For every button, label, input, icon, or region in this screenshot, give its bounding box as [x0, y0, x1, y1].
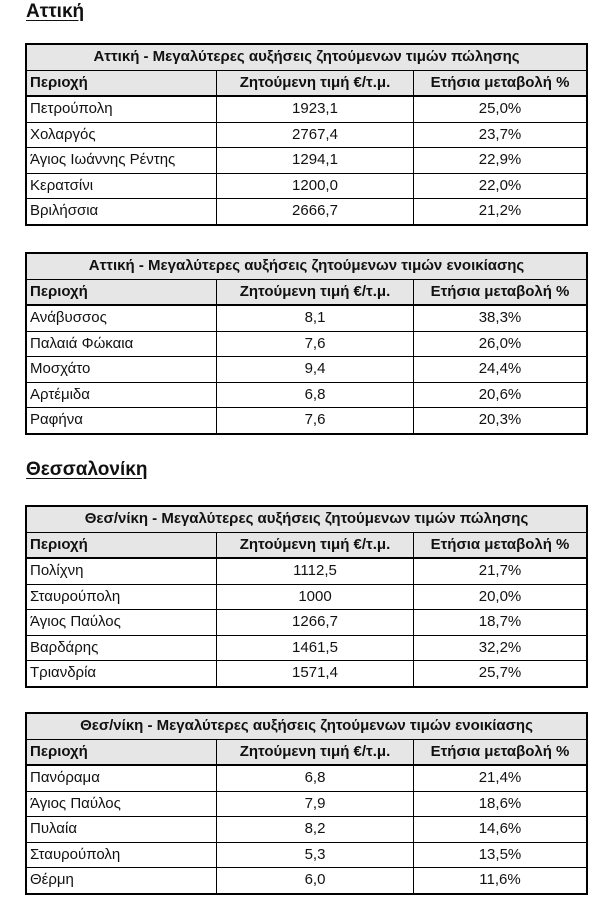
table-row: [27, 382, 587, 408]
cell-change: 11,6%: [414, 868, 587, 894]
cell-price: 7,6: [217, 331, 414, 357]
table-row: [27, 357, 587, 383]
table-row: [27, 584, 587, 610]
cell-price: 8,2: [217, 817, 414, 843]
section-heading-attiki: Αττική: [26, 1, 85, 22]
cell-price: 6,8: [217, 382, 414, 408]
cell-change: 21,7%: [414, 558, 587, 584]
table-row: [27, 765, 587, 791]
cell-area: Αρτέμιδα: [27, 382, 217, 408]
cell-change: 13,5%: [414, 842, 587, 868]
cell-price: 9,4: [217, 357, 414, 383]
cell-change: 25,7%: [414, 661, 587, 687]
cell-change: 18,6%: [414, 791, 587, 817]
table-row: [27, 331, 587, 357]
cell-change: 23,7%: [414, 122, 587, 148]
table-row: [27, 305, 587, 331]
cell-price: 7,6: [217, 408, 414, 434]
cell-change: 32,2%: [414, 635, 587, 661]
cell-area: Βαρδάρης: [27, 635, 217, 661]
cell-price: 1294,1: [217, 148, 414, 174]
cell-area: Άγιος Παύλος: [27, 791, 217, 817]
cell-change: 21,2%: [414, 199, 587, 225]
table-row: [27, 199, 587, 225]
column-header-price: Ζητούμενη τιμή €/τ.μ.: [217, 739, 414, 765]
cell-price: 1571,4: [217, 661, 414, 687]
cell-area: Ραφήνα: [27, 408, 217, 434]
table-row: [27, 408, 587, 434]
column-header-area: Περιοχή: [27, 739, 217, 765]
cell-price: 6,8: [217, 765, 414, 791]
cell-change: 20,0%: [414, 584, 587, 610]
column-header-area: Περιοχή: [27, 532, 217, 558]
cell-price: 1112,5: [217, 558, 414, 584]
table-row: [27, 610, 587, 636]
cell-area: Χολαργός: [27, 122, 217, 148]
table-row: [27, 148, 587, 174]
table-title: Αττική - Μεγαλύτερες αυξήσεις ζητούμενων τιμών πώλησης: [27, 45, 587, 71]
table-row: [27, 661, 587, 687]
cell-change: 38,3%: [414, 305, 587, 331]
cell-price: 1000: [217, 584, 414, 610]
column-header-price: Ζητούμενη τιμή €/τ.μ.: [217, 532, 414, 558]
cell-area: Άγιος Ιωάννης Ρέντης: [27, 148, 217, 174]
cell-area: Σταυρούπολη: [27, 842, 217, 868]
cell-area: Κερατσίνι: [27, 173, 217, 199]
cell-price: 2666,7: [217, 199, 414, 225]
cell-change: 25,0%: [414, 96, 587, 122]
cell-area: Πολίχνη: [27, 558, 217, 584]
table-attiki-sale: [26, 44, 587, 225]
column-header-change: Ετήσια μεταβολή %: [414, 279, 587, 305]
cell-change: 14,6%: [414, 817, 587, 843]
table-row: [27, 817, 587, 843]
cell-price: 1923,1: [217, 96, 414, 122]
cell-change: 21,4%: [414, 765, 587, 791]
table-title: Θεσ/νίκη - Μεγαλύτερες αυξήσεις ζητούμενων τιμών πώλησης: [27, 507, 587, 533]
table-row: [27, 868, 587, 894]
cell-area: Πυλαία: [27, 817, 217, 843]
table-row: [27, 842, 587, 868]
table-row: [27, 558, 587, 584]
table-row: [27, 635, 587, 661]
cell-area: Μοσχάτο: [27, 357, 217, 383]
cell-price: 2767,4: [217, 122, 414, 148]
cell-area: Βριλήσσια: [27, 199, 217, 225]
table-title: Αττική - Μεγαλύτερες αυξήσεις ζητούμενων τιμών ενοικίασης: [27, 254, 587, 280]
column-header-change: Ετήσια μεταβολή %: [414, 739, 587, 765]
cell-change: 26,0%: [414, 331, 587, 357]
cell-area: Σταυρούπολη: [27, 584, 217, 610]
cell-change: 20,3%: [414, 408, 587, 434]
table-row: [27, 791, 587, 817]
cell-area: Πανόραμα: [27, 765, 217, 791]
table-row: [27, 173, 587, 199]
cell-price: 5,3: [217, 842, 414, 868]
column-header-change: Ετήσια μεταβολή %: [414, 70, 587, 96]
column-header-price: Ζητούμενη τιμή €/τ.μ.: [217, 279, 414, 305]
table-thessaloniki-rent: [26, 713, 587, 894]
cell-change: 20,6%: [414, 382, 587, 408]
cell-area: Άγιος Παύλος: [27, 610, 217, 636]
cell-price: 1200,0: [217, 173, 414, 199]
table-thessaloniki-sale: [26, 506, 587, 687]
cell-change: 24,4%: [414, 357, 587, 383]
column-header-change: Ετήσια μεταβολή %: [414, 532, 587, 558]
cell-price: 8,1: [217, 305, 414, 331]
cell-price: 6,0: [217, 868, 414, 894]
cell-area: Ανάβυσσος: [27, 305, 217, 331]
cell-area: Τριανδρία: [27, 661, 217, 687]
cell-change: 18,7%: [414, 610, 587, 636]
column-header-area: Περιοχή: [27, 279, 217, 305]
column-header-price: Ζητούμενη τιμή €/τ.μ.: [217, 70, 414, 96]
cell-price: 7,9: [217, 791, 414, 817]
column-header-area: Περιοχή: [27, 70, 217, 96]
cell-price: 1266,7: [217, 610, 414, 636]
cell-area: Πετρούπολη: [27, 96, 217, 122]
cell-area: Παλαιά Φώκαια: [27, 331, 217, 357]
cell-price: 1461,5: [217, 635, 414, 661]
cell-change: 22,0%: [414, 173, 587, 199]
cell-area: Θέρμη: [27, 868, 217, 894]
table-title: Θεσ/νίκη - Μεγαλύτερες αυξήσεις ζητούμενων τιμών ενοικίασης: [27, 714, 587, 740]
table-attiki-rent: [26, 253, 587, 434]
cell-change: 22,9%: [414, 148, 587, 174]
table-row: [27, 122, 587, 148]
section-heading-thessaloniki: Θεσσαλονίκη: [26, 459, 148, 480]
table-row: [27, 96, 587, 122]
